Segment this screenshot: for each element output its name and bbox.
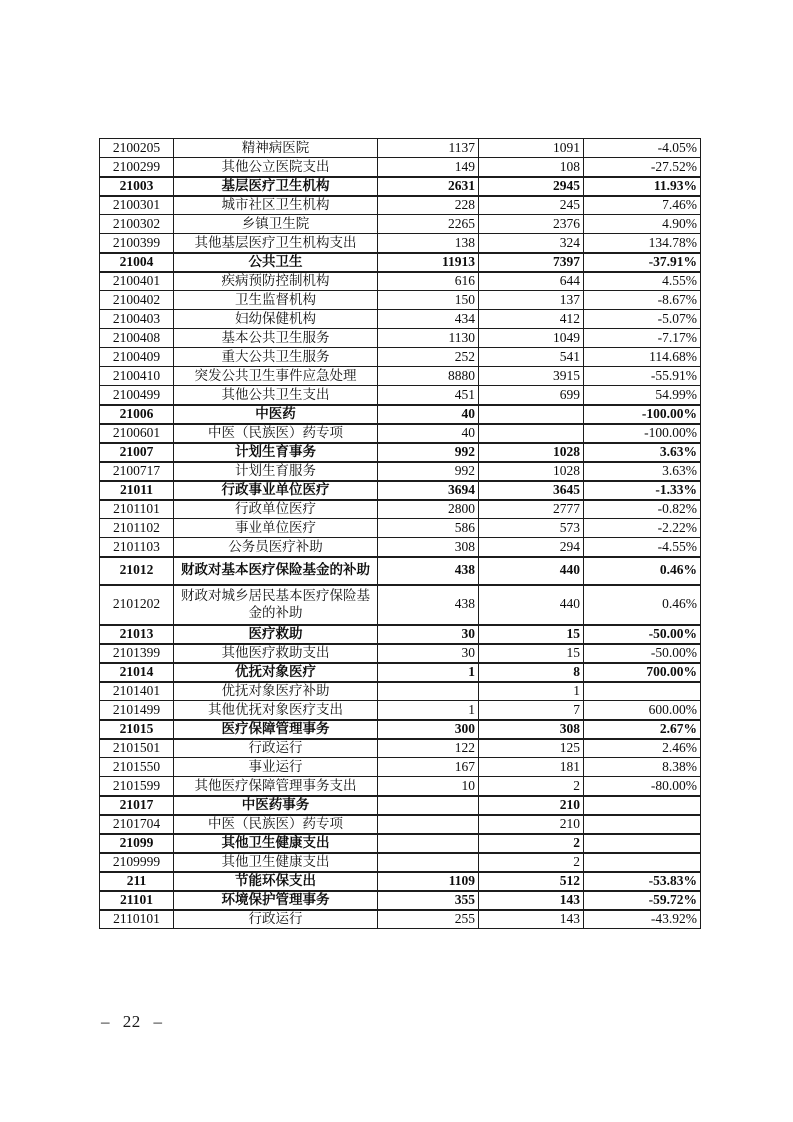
cell-value2: 125	[479, 739, 584, 758]
cell-code: 2101202	[100, 585, 174, 625]
cell-name: 基层医疗卫生机构	[174, 177, 378, 196]
cell-code: 2100410	[100, 367, 174, 386]
cell-change-pct	[584, 834, 701, 853]
cell-change-pct	[584, 682, 701, 701]
cell-change-pct: -27.52%	[584, 158, 701, 177]
cell-name: 节能环保支出	[174, 872, 378, 891]
cell-change-pct: -5.07%	[584, 310, 701, 329]
cell-value1: 40	[378, 405, 479, 424]
cell-value1: 1109	[378, 872, 479, 891]
cell-change-pct: 600.00%	[584, 701, 701, 720]
cell-name: 乡镇卫生院	[174, 215, 378, 234]
cell-code: 2101401	[100, 682, 174, 701]
cell-value1: 992	[378, 443, 479, 462]
cell-code: 2101599	[100, 777, 174, 796]
cell-code: 21012	[100, 557, 174, 585]
cell-change-pct: -0.82%	[584, 500, 701, 519]
cell-change-pct: -4.55%	[584, 538, 701, 557]
cell-value2: 3915	[479, 367, 584, 386]
table-row	[100, 739, 701, 758]
cell-value1	[378, 796, 479, 815]
cell-code: 2100399	[100, 234, 174, 253]
cell-value1: 252	[378, 348, 479, 367]
table-row	[100, 538, 701, 557]
cell-value2: 2945	[479, 177, 584, 196]
cell-code: 2110101	[100, 910, 174, 929]
cell-name: 事业单位医疗	[174, 519, 378, 538]
cell-change-pct: 2.46%	[584, 739, 701, 758]
cell-value2: 143	[479, 891, 584, 910]
table-row	[100, 796, 701, 815]
cell-name: 疾病预防控制机构	[174, 272, 378, 291]
table-row	[100, 234, 701, 253]
cell-code: 2100499	[100, 386, 174, 405]
cell-value2: 324	[479, 234, 584, 253]
cell-value1	[378, 834, 479, 853]
cell-name: 其他公共卫生支出	[174, 386, 378, 405]
cell-value1: 438	[378, 585, 479, 625]
cell-value2: 699	[479, 386, 584, 405]
cell-code: 2101550	[100, 758, 174, 777]
table-row	[100, 758, 701, 777]
page-number: – 22 –	[101, 1012, 163, 1031]
cell-value2: 573	[479, 519, 584, 538]
table-row	[100, 158, 701, 177]
table-row	[100, 644, 701, 663]
table-row	[100, 177, 701, 196]
cell-name: 公务员医疗补助	[174, 538, 378, 557]
cell-value2: 1091	[479, 139, 584, 158]
cell-change-pct: -4.05%	[584, 139, 701, 158]
cell-code: 2101704	[100, 815, 174, 834]
cell-name: 妇幼保健机构	[174, 310, 378, 329]
cell-code: 2101501	[100, 739, 174, 758]
cell-change-pct: 4.55%	[584, 272, 701, 291]
cell-value1: 438	[378, 557, 479, 585]
table-row	[100, 625, 701, 644]
cell-value2: 245	[479, 196, 584, 215]
cell-value1: 40	[378, 424, 479, 443]
cell-code: 2100403	[100, 310, 174, 329]
cell-value2: 440	[479, 585, 584, 625]
cell-code: 21007	[100, 443, 174, 462]
cell-code: 2101499	[100, 701, 174, 720]
cell-value1: 451	[378, 386, 479, 405]
cell-code: 21003	[100, 177, 174, 196]
cell-value2: 8	[479, 663, 584, 682]
cell-code: 211	[100, 872, 174, 891]
table-row	[100, 405, 701, 424]
cell-change-pct: 700.00%	[584, 663, 701, 682]
cell-code: 2100301	[100, 196, 174, 215]
cell-name: 中医（民族医）药专项	[174, 424, 378, 443]
budget-table	[99, 138, 701, 929]
cell-value2: 440	[479, 557, 584, 585]
cell-value2: 2376	[479, 215, 584, 234]
cell-code: 2100601	[100, 424, 174, 443]
cell-value1: 434	[378, 310, 479, 329]
cell-change-pct	[584, 796, 701, 815]
cell-value2: 2	[479, 777, 584, 796]
table-row	[100, 196, 701, 215]
cell-code: 2109999	[100, 853, 174, 872]
cell-change-pct: 54.99%	[584, 386, 701, 405]
table-row	[100, 910, 701, 929]
cell-value2: 3645	[479, 481, 584, 500]
cell-name: 精神病医院	[174, 139, 378, 158]
cell-code: 2101101	[100, 500, 174, 519]
cell-value1	[378, 682, 479, 701]
cell-change-pct: -53.83%	[584, 872, 701, 891]
cell-value1: 167	[378, 758, 479, 777]
cell-value1: 586	[378, 519, 479, 538]
cell-code: 21013	[100, 625, 174, 644]
cell-value2: 7	[479, 701, 584, 720]
cell-code: 21004	[100, 253, 174, 272]
cell-value1: 355	[378, 891, 479, 910]
table-row	[100, 424, 701, 443]
table-row	[100, 291, 701, 310]
table-row	[100, 253, 701, 272]
cell-value1: 1137	[378, 139, 479, 158]
cell-value2: 412	[479, 310, 584, 329]
cell-value1: 992	[378, 462, 479, 481]
cell-code: 21011	[100, 481, 174, 500]
table-row	[100, 557, 701, 585]
cell-code: 2101103	[100, 538, 174, 557]
cell-name: 其他公立医院支出	[174, 158, 378, 177]
cell-code: 21099	[100, 834, 174, 853]
cell-name: 其他医疗救助支出	[174, 644, 378, 663]
cell-name: 财政对基本医疗保险基金的补助	[174, 557, 378, 585]
cell-value1: 150	[378, 291, 479, 310]
cell-change-pct: 11.93%	[584, 177, 701, 196]
cell-name: 行政运行	[174, 739, 378, 758]
cell-value1	[378, 853, 479, 872]
table-row	[100, 853, 701, 872]
cell-change-pct: 7.46%	[584, 196, 701, 215]
cell-change-pct: 0.46%	[584, 557, 701, 585]
cell-name: 城市社区卫生机构	[174, 196, 378, 215]
table-row	[100, 519, 701, 538]
cell-change-pct: 114.68%	[584, 348, 701, 367]
table-row	[100, 815, 701, 834]
cell-value2: 1049	[479, 329, 584, 348]
cell-change-pct: -59.72%	[584, 891, 701, 910]
cell-value1: 308	[378, 538, 479, 557]
cell-value1: 30	[378, 625, 479, 644]
cell-value2: 541	[479, 348, 584, 367]
cell-value2: 210	[479, 796, 584, 815]
table-row	[100, 682, 701, 701]
cell-change-pct: 134.78%	[584, 234, 701, 253]
cell-change-pct: -100.00%	[584, 405, 701, 424]
cell-value2: 294	[479, 538, 584, 557]
table-body	[100, 139, 701, 929]
cell-change-pct: -8.67%	[584, 291, 701, 310]
cell-value2: 108	[479, 158, 584, 177]
cell-code: 2100408	[100, 329, 174, 348]
cell-value2: 2	[479, 834, 584, 853]
cell-code: 2100401	[100, 272, 174, 291]
cell-name: 公共卫生	[174, 253, 378, 272]
cell-name: 其他卫生健康支出	[174, 834, 378, 853]
cell-code: 2100409	[100, 348, 174, 367]
cell-value1: 149	[378, 158, 479, 177]
table-row	[100, 834, 701, 853]
cell-change-pct: -100.00%	[584, 424, 701, 443]
cell-code: 2100205	[100, 139, 174, 158]
cell-value2: 2777	[479, 500, 584, 519]
cell-value1: 8880	[378, 367, 479, 386]
cell-name: 中医药	[174, 405, 378, 424]
cell-value1: 10	[378, 777, 479, 796]
cell-code: 21014	[100, 663, 174, 682]
cell-code: 21006	[100, 405, 174, 424]
cell-value2: 1028	[479, 443, 584, 462]
cell-name: 卫生监督机构	[174, 291, 378, 310]
cell-value2: 137	[479, 291, 584, 310]
cell-change-pct	[584, 815, 701, 834]
cell-code: 21015	[100, 720, 174, 739]
cell-change-pct	[584, 853, 701, 872]
cell-value1: 2265	[378, 215, 479, 234]
cell-value1: 138	[378, 234, 479, 253]
cell-name: 财政对城乡居民基本医疗保险基金的补助	[174, 585, 378, 625]
table-row	[100, 386, 701, 405]
cell-change-pct: -2.22%	[584, 519, 701, 538]
cell-name: 优抚对象医疗	[174, 663, 378, 682]
cell-value1: 11913	[378, 253, 479, 272]
cell-value2	[479, 424, 584, 443]
cell-change-pct: -7.17%	[584, 329, 701, 348]
cell-name: 基本公共卫生服务	[174, 329, 378, 348]
cell-value1: 1	[378, 701, 479, 720]
cell-code: 2100717	[100, 462, 174, 481]
cell-change-pct: 8.38%	[584, 758, 701, 777]
cell-value1: 30	[378, 644, 479, 663]
cell-code: 2100402	[100, 291, 174, 310]
cell-value1: 228	[378, 196, 479, 215]
cell-change-pct: -50.00%	[584, 644, 701, 663]
cell-name: 计划生育服务	[174, 462, 378, 481]
cell-value1: 616	[378, 272, 479, 291]
cell-value1: 3694	[378, 481, 479, 500]
cell-code: 2101399	[100, 644, 174, 663]
table-row	[100, 348, 701, 367]
cell-value2: 15	[479, 644, 584, 663]
table-row	[100, 585, 701, 625]
cell-value2: 181	[479, 758, 584, 777]
table-row	[100, 215, 701, 234]
cell-name: 优抚对象医疗补助	[174, 682, 378, 701]
table-row	[100, 777, 701, 796]
cell-name: 重大公共卫生服务	[174, 348, 378, 367]
cell-value1: 255	[378, 910, 479, 929]
table-row	[100, 329, 701, 348]
cell-name: 其他优抚对象医疗支出	[174, 701, 378, 720]
cell-change-pct: -37.91%	[584, 253, 701, 272]
cell-change-pct: -1.33%	[584, 481, 701, 500]
table-row	[100, 272, 701, 291]
cell-code: 21101	[100, 891, 174, 910]
table-row	[100, 720, 701, 739]
table-row	[100, 481, 701, 500]
cell-change-pct: 2.67%	[584, 720, 701, 739]
cell-value2: 644	[479, 272, 584, 291]
cell-value2: 308	[479, 720, 584, 739]
cell-value2: 512	[479, 872, 584, 891]
cell-value2: 210	[479, 815, 584, 834]
cell-value2: 2	[479, 853, 584, 872]
cell-code: 2101102	[100, 519, 174, 538]
cell-name: 事业运行	[174, 758, 378, 777]
cell-code: 21017	[100, 796, 174, 815]
table-row	[100, 443, 701, 462]
cell-name: 中医药事务	[174, 796, 378, 815]
cell-code: 2100299	[100, 158, 174, 177]
table-row	[100, 500, 701, 519]
cell-name: 行政事业单位医疗	[174, 481, 378, 500]
cell-value2: 143	[479, 910, 584, 929]
cell-name: 计划生育事务	[174, 443, 378, 462]
cell-value1: 2800	[378, 500, 479, 519]
cell-name: 环境保护管理事务	[174, 891, 378, 910]
cell-name: 突发公共卫生事件应急处理	[174, 367, 378, 386]
cell-change-pct: -80.00%	[584, 777, 701, 796]
cell-name: 其他基层医疗卫生机构支出	[174, 234, 378, 253]
cell-value1: 300	[378, 720, 479, 739]
cell-name: 医疗救助	[174, 625, 378, 644]
cell-value2: 1	[479, 682, 584, 701]
cell-code: 2100302	[100, 215, 174, 234]
cell-value1	[378, 815, 479, 834]
cell-value1: 122	[378, 739, 479, 758]
cell-name: 行政运行	[174, 910, 378, 929]
cell-change-pct: -43.92%	[584, 910, 701, 929]
cell-name: 行政单位医疗	[174, 500, 378, 519]
cell-value1: 1130	[378, 329, 479, 348]
cell-change-pct: 3.63%	[584, 443, 701, 462]
cell-change-pct: -50.00%	[584, 625, 701, 644]
cell-value1: 2631	[378, 177, 479, 196]
cell-change-pct: 0.46%	[584, 585, 701, 625]
cell-value2: 1028	[479, 462, 584, 481]
cell-name: 中医（民族医）药专项	[174, 815, 378, 834]
table-row	[100, 462, 701, 481]
cell-value1: 1	[378, 663, 479, 682]
table-row	[100, 663, 701, 682]
cell-name: 其他卫生健康支出	[174, 853, 378, 872]
cell-change-pct: 4.90%	[584, 215, 701, 234]
cell-value2: 15	[479, 625, 584, 644]
table-row	[100, 872, 701, 891]
table-row	[100, 891, 701, 910]
table-row	[100, 367, 701, 386]
cell-name: 医疗保障管理事务	[174, 720, 378, 739]
cell-change-pct: 3.63%	[584, 462, 701, 481]
table-row	[100, 139, 701, 158]
cell-value2	[479, 405, 584, 424]
cell-value2: 7397	[479, 253, 584, 272]
table-row	[100, 701, 701, 720]
cell-change-pct: -55.91%	[584, 367, 701, 386]
table-row	[100, 310, 701, 329]
cell-name: 其他医疗保障管理事务支出	[174, 777, 378, 796]
